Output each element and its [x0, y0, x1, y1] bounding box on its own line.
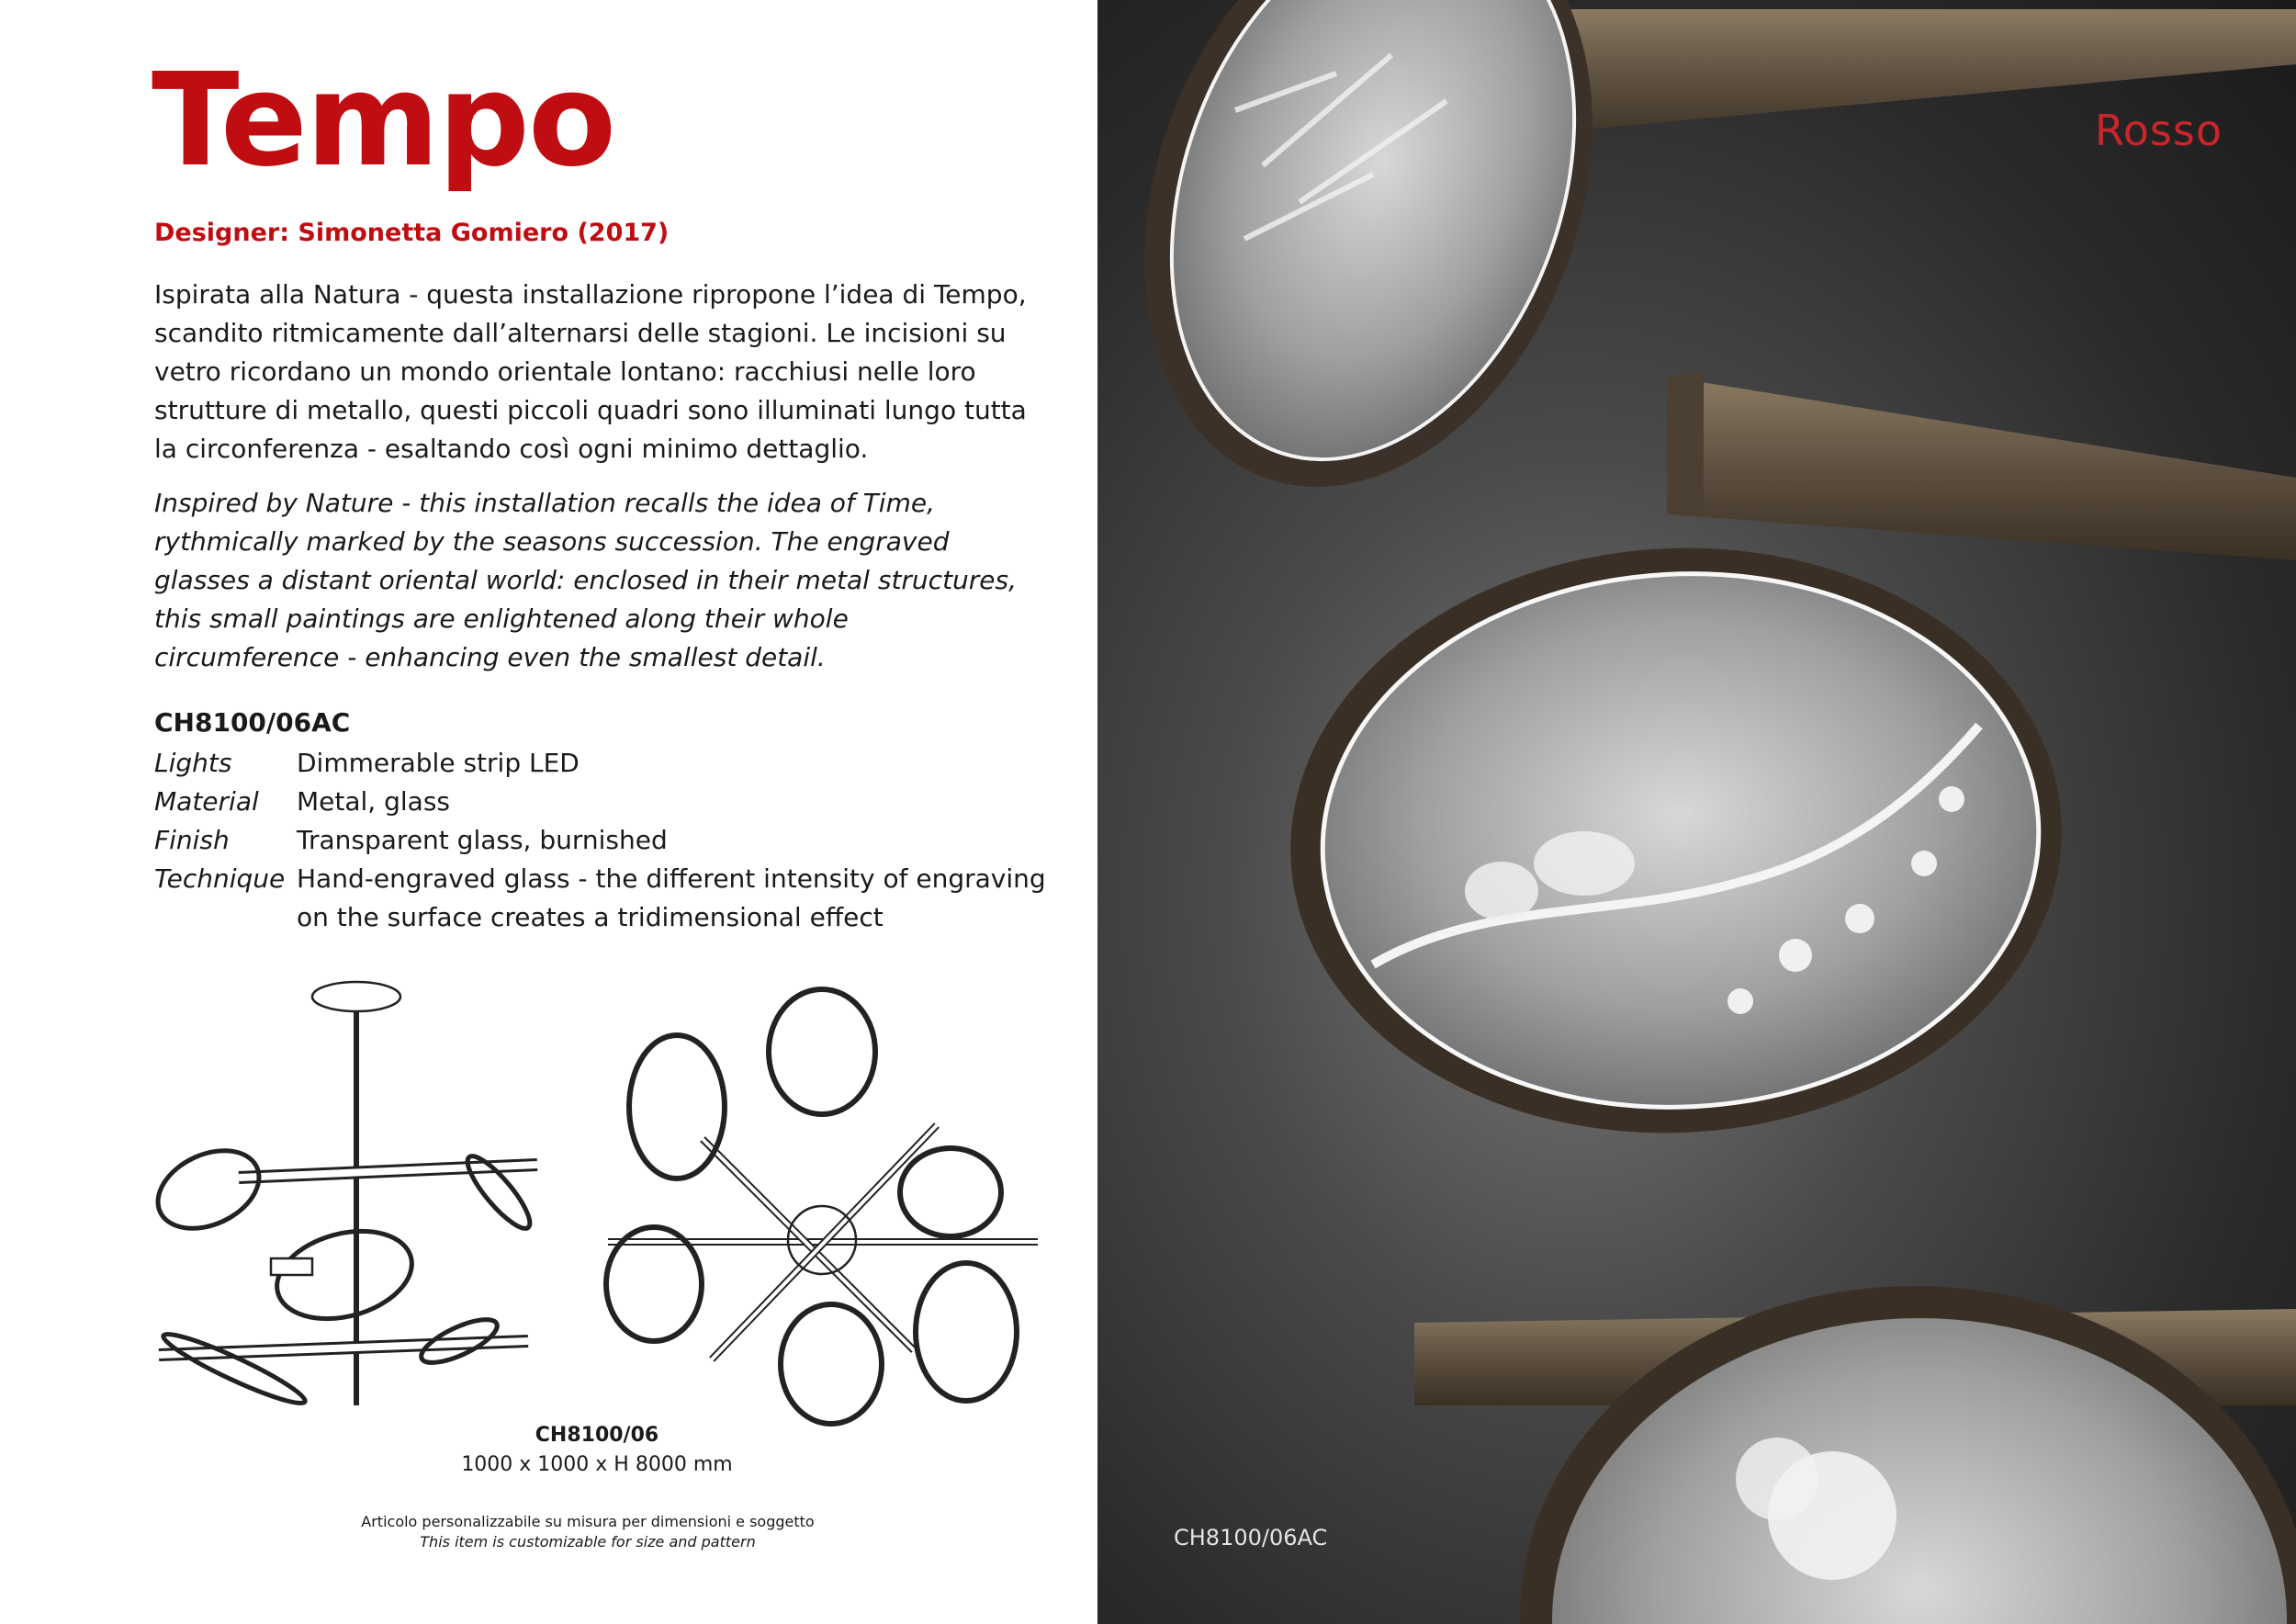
customization-note-italian: Articolo personalizzabile su misura per dimensioni e soggetto	[361, 1513, 815, 1530]
spec-value: Hand-engraved glass - the different intensity of engraving on the surface creates a tridimensional effect	[297, 863, 1046, 932]
spec-row-technique	[154, 860, 1054, 937]
spec-row-material	[154, 783, 1054, 821]
spec-key: Lights	[154, 748, 232, 778]
customization-note-english: This item is customizable for size and pattern	[420, 1533, 756, 1551]
description-english: Inspired by Nature - this installation recalls the idea of Time, rythmically marked by the seasons succession. The engraved glasses a distant oriental world: enclosed in their metal structures, this small paintings are enlightened along their whole circumference - enhancing even the smallest detail.	[154, 488, 1018, 672]
spec-row-finish	[154, 821, 1054, 860]
engraved-disc-middle	[1276, 528, 2077, 1152]
spec-value: Dimmerable strip LED	[297, 748, 580, 778]
product-code: CH8100/06AC	[154, 707, 351, 738]
photo-caption: CH8100/06AC	[1174, 1525, 1328, 1551]
spec-sheet-panel	[0, 0, 1097, 1624]
description-italian: Ispirata alla Natura - questa installazione ripropone l’idea di Tempo, scandito ritmicamente dall’alternarsi delle stagioni. Le incisioni su vetro ricordano un mondo orientale lontano: racchiusi nelle loro strutture di metallo, questi piccoli quadri sono illuminati lungo tutta la circonferenza - esaltando così ogni minimo dettaglio.	[154, 279, 1027, 464]
technical-drawings	[152, 964, 1052, 1433]
spec-value: Metal, glass	[297, 786, 450, 817]
brand-logo: Rosso	[2094, 106, 2223, 155]
spec-row-lights	[154, 744, 1054, 783]
model-dimensions: 1000 x 1000 x H 8000 mm	[461, 1453, 733, 1476]
product-photo	[1097, 0, 2296, 1624]
engraved-disc-top	[1097, 0, 1671, 550]
designer-credit: Designer: Simonetta Gomiero (2017)	[154, 219, 670, 247]
top-view-drawing	[606, 989, 1038, 1424]
product-title: Tempo	[152, 46, 615, 196]
spec-table	[154, 744, 1054, 937]
spec-key: Technique	[154, 863, 286, 894]
bronze-bar-middle	[1667, 372, 2296, 560]
spec-key: Material	[154, 786, 259, 817]
spec-value: Transparent glass, burnished	[297, 825, 668, 855]
chandelier-photo-illustration	[1097, 0, 2296, 1624]
spec-key: Finish	[154, 825, 230, 855]
model-code: CH8100/06	[535, 1424, 659, 1447]
side-view-drawing	[152, 982, 538, 1412]
